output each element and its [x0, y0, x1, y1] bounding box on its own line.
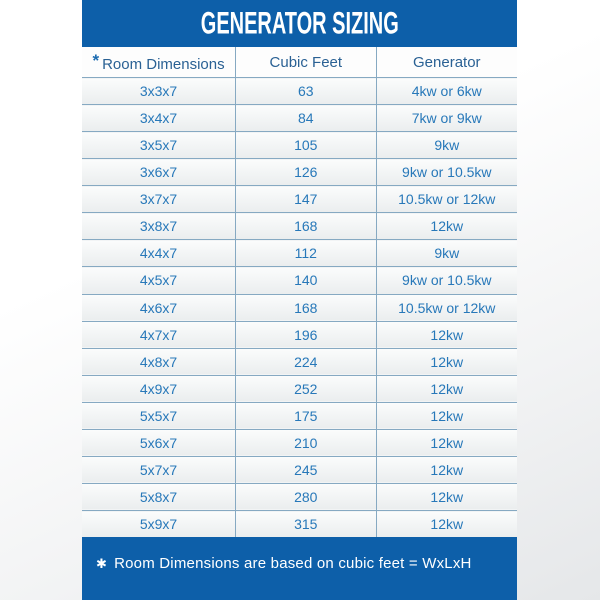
table-cell: 9kw: [376, 240, 517, 267]
table-row: [82, 132, 517, 159]
table-row: [82, 456, 517, 483]
table-cell: 210: [236, 429, 377, 456]
footnote-text: Room Dimensions are based on cubic feet = WxLxH: [114, 555, 472, 572]
table-cell: 5x6x7: [82, 429, 236, 456]
table-cell: 4x9x7: [82, 375, 236, 402]
table-row: [82, 375, 517, 402]
table-cell: 4kw or 6kw: [376, 78, 517, 105]
table-cell: 63: [236, 78, 377, 105]
table-cell: 84: [236, 105, 377, 132]
table-cell: 5x8x7: [82, 483, 236, 510]
table-cell: 12kw: [376, 321, 517, 348]
table-cell: 7kw or 9kw: [376, 105, 517, 132]
table-cell: 9kw: [376, 132, 517, 159]
table-row: [82, 159, 517, 186]
table-row: [82, 511, 517, 538]
table-cell: 245: [236, 456, 377, 483]
table-cell: 12kw: [376, 348, 517, 375]
table-cell: 12kw: [376, 402, 517, 429]
table-cell: 4x4x7: [82, 240, 236, 267]
required-asterisk: *: [92, 51, 100, 70]
table-cell: 112: [236, 240, 377, 267]
table-cell: 175: [236, 402, 377, 429]
table-cell: 280: [236, 483, 377, 510]
table-cell: 12kw: [376, 213, 517, 240]
table-cell: 126: [236, 159, 377, 186]
table-cell: 10.5kw or 12kw: [376, 294, 517, 321]
table-row: [82, 186, 517, 213]
table-header: [82, 47, 517, 78]
table-cell: 12kw: [376, 375, 517, 402]
table-cell: 4x8x7: [82, 348, 236, 375]
table-row: [82, 429, 517, 456]
table-row: [82, 105, 517, 132]
generator-sizing-table: [82, 47, 517, 537]
table-cell: 147: [236, 186, 377, 213]
footnote-asterisk: ✱: [96, 556, 108, 571]
table-cell: 12kw: [376, 456, 517, 483]
table-cell: 3x5x7: [82, 132, 236, 159]
table-cell: 315: [236, 511, 377, 538]
table-cell: 3x6x7: [82, 159, 236, 186]
table-cell: 3x7x7: [82, 186, 236, 213]
column-header-room-dimensions: [82, 47, 236, 78]
table-cell: 9kw or 10.5kw: [376, 267, 517, 294]
table-cell: 168: [236, 294, 377, 321]
generator-sizing-panel: [82, 0, 517, 600]
table-row: [82, 294, 517, 321]
header-row: [82, 47, 517, 78]
table-cell: 5x7x7: [82, 456, 236, 483]
table-cell: 252: [236, 375, 377, 402]
table-cell: 12kw: [376, 511, 517, 538]
table-row: [82, 402, 517, 429]
title-band: [82, 0, 517, 47]
table-row: [82, 213, 517, 240]
column-header-generator: Generator: [376, 47, 517, 78]
table-cell: 5x9x7: [82, 511, 236, 538]
table-row: [82, 267, 517, 294]
footnote: [82, 537, 517, 600]
table-cell: 4x7x7: [82, 321, 236, 348]
table-cell: 9kw or 10.5kw: [376, 159, 517, 186]
table-row: [82, 483, 517, 510]
column-header-label: Room Dimensions: [102, 56, 225, 73]
table-cell: 140: [236, 267, 377, 294]
table-cell: 105: [236, 132, 377, 159]
table-row: [82, 78, 517, 105]
table-cell: 12kw: [376, 429, 517, 456]
table-row: [82, 348, 517, 375]
table-cell: 10.5kw or 12kw: [376, 186, 517, 213]
table-cell: 12kw: [376, 483, 517, 510]
table-cell: 196: [236, 321, 377, 348]
table-cell: 4x5x7: [82, 267, 236, 294]
page-title: GENERATOR SIZING: [200, 5, 399, 41]
table-row: [82, 240, 517, 267]
table-cell: 168: [236, 213, 377, 240]
table-row: [82, 321, 517, 348]
column-header-cubic-feet: Cubic Feet: [236, 47, 377, 78]
table-body: [82, 78, 517, 538]
table-cell: 3x8x7: [82, 213, 236, 240]
table-cell: 224: [236, 348, 377, 375]
table-cell: 4x6x7: [82, 294, 236, 321]
table-cell: 3x3x7: [82, 78, 236, 105]
table-cell: 5x5x7: [82, 402, 236, 429]
table-cell: 3x4x7: [82, 105, 236, 132]
